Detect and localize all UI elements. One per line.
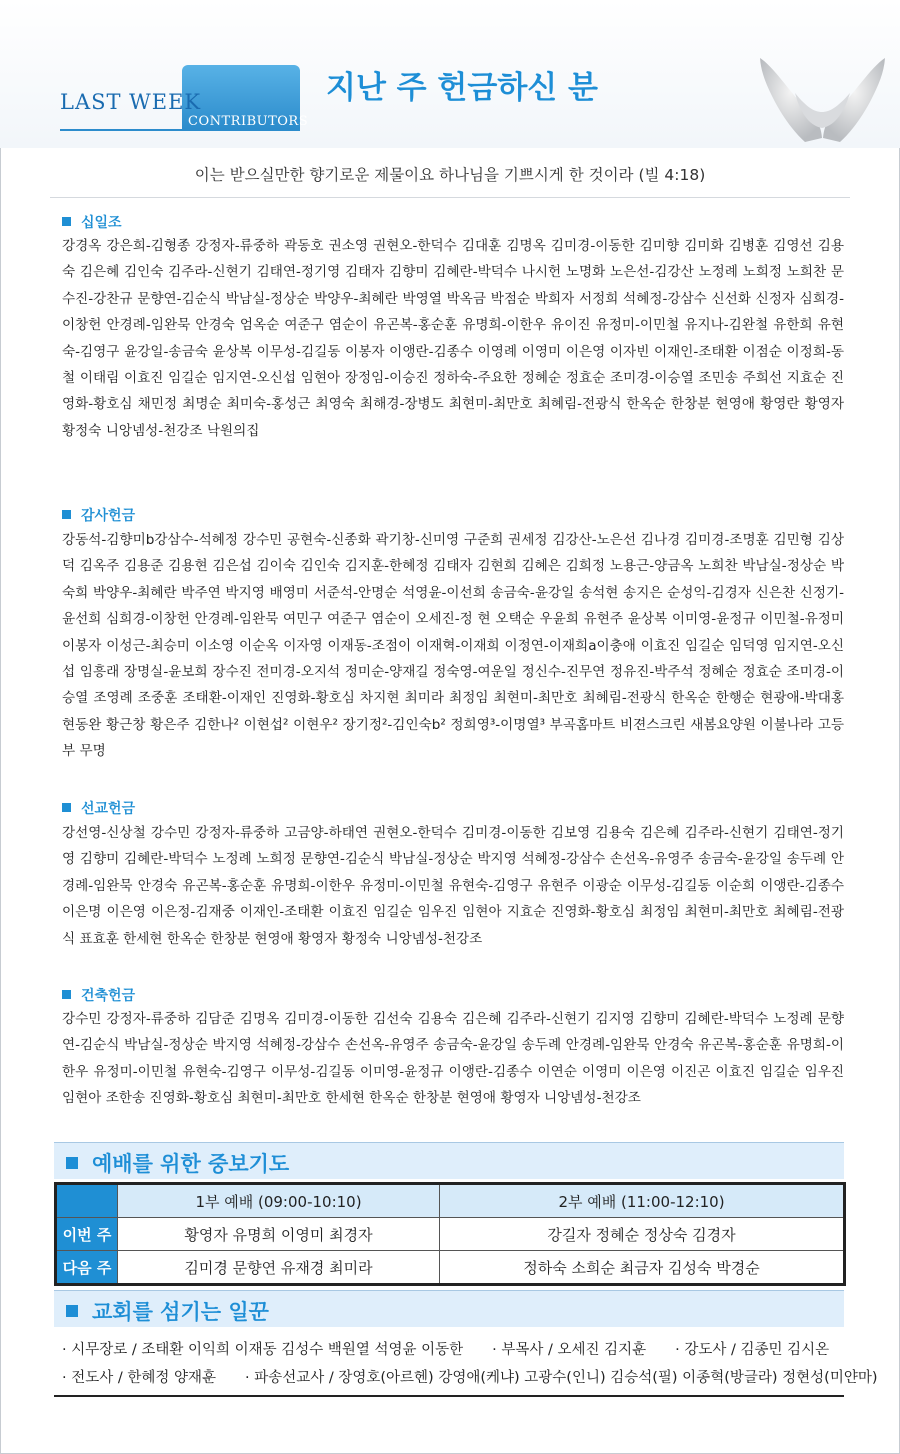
prayer-band (54, 1142, 844, 1179)
square-bullet-icon (62, 217, 71, 226)
prayer-header-row (56, 1184, 845, 1218)
table-cell: 황영자 유명희 이영미 최경자 (118, 1218, 440, 1251)
section-names-tithe: 강경옥 강은희-김형종 강정자-류중하 곽동호 권소영 권현오-한덕수 김대훈 김명옥 김미경-이동한 김미향 김미화 김병훈 김영선 김용숙 김은혜 김인숙 김주라-신현기 김태연-정기영 김태자 김향미 김혜란-박덕수 나시헌 노명화 노은선-김강산 노정례 노희정 노희찬 문수진-강찬규 문향연-김순식 박남실-정상순 박양우-최혜란 박영열 박옥금 박점순 박희자 서정희 석혜정-강삼수 신선화 신정자 심희경-이창헌 안경례-임완묵 안경숙 엄옥순 여준구 염순이 유곤복-홍순훈 유명희-이한우 유이진 유정미-이민철 유지나-김완철 유한희 유현숙-김영구 윤강일-송금숙 윤상복 이무성-김길동 이봉자 이앵란-김종수 이영례 이영미 이은영 이자빈 이재인-조태환 이점순 이정희-동 철 이태림 이효진 임길순 임지연-오신섭 임현아 장정임-이승진 정하숙-주요한 정혜순 정효순 조미경-이승열 조민송 주희선 지효순 진영화-황호심 채민정 최명순 최미숙-홍성근 최영숙 최해경-장병도 최현미-최만호 최혜림-전광식 한옥순 한창분 현영애 황영란 황영자 황정숙 니앙넴성-천강조 낙원의집 (62, 238, 844, 439)
section-names-thanksgiving: 강동석-김향미b강삼수-석혜정 강수민 공현숙-신종화 곽기창-신미영 구준희 권세정 김강산-노은선 김나경 김미경-조명훈 김민형 김상덕 김옥주 김용준 김용현 김은섭 김이숙 김인숙 김지훈-한혜정 김태자 김현희 김혜은 김희정 노용근-양금옥 노희찬 박남실-정상순 박숙희 박양우-최혜란 박주연 박지영 배영미 서준석-안명순 석영윤-이선희 송금숙-윤강일 송석현 송지은 순성익-김경자 신은찬 신정기-윤선희 심희경-이창헌 안경례-임완묵 여민구 여준구 염순이 오세진-정 현 오택순 우윤희 유현주 윤상복 이미영-윤정규 이민철-유정미 이봉자 이성근-최승미 이소영 이순옥 이자영 이재동-조점이 이재혁-이재희 이정연-이재희a이충애 이효진 임길순 임덕영 임지연-오신섭 임흥래 장명실-윤보희 장수진 전미경-오지석 정미순-양재길 정숙영-여운일 정신수-진무연 정유진-박주석 정혜순 정효순 조미경-이승열 조영례 조중훈 조태환-이재인 진영화-황호심 차지현 최미라 최정임 최현미-최만호 최혜림-전광식 한옥순 한행순 현광애-박대홍 현동완 황근창 황은주 김한나² 이현섭² 이현우² 장기정²-김인숙b² 정희영³-이명열³ 부곡홈마트 비젼스크린 새봄요양원 이불나라 고등부 무명 (62, 532, 844, 760)
divider (50, 197, 850, 198)
col-header-second-service: 2부 예배 (11:00-12:10) (440, 1184, 845, 1218)
section-heading-thanksgiving (62, 505, 135, 525)
section-heading-building (62, 985, 135, 1005)
contributors-label: CONTRIBUTORS (188, 114, 309, 129)
table-row (56, 1218, 845, 1251)
section-title: 건축헌금 (81, 988, 136, 1004)
square-bullet-icon (62, 510, 71, 519)
prayer-title: 예배를 위한 중보기도 (92, 1152, 290, 1176)
divider (54, 1395, 844, 1397)
prayer-table (54, 1182, 846, 1286)
section-names-building: 강수민 강정자-류중하 김담준 김명옥 김미경-이동한 김선숙 김용숙 김은혜 김주라-신현기 김지영 김향미 김혜란-박덕수 노정례 문향연-김순식 박남실-정상순 박지영 석혜정-강삼수 손선옥-유영주 송금숙-윤강일 송두례 안경례-임완묵 안경숙 유곤복-홍순훈 유명희-이한우 유정미-이민철 유현숙-김영구 이무성-김길동 이미영-윤정규 이앵란-김종수 이연순 이영미 이은영 이진곤 이효진 임길순 임우진 임현아 조한송 진영화-황호심 최현미-최만호 한세현 한옥순 한창분 현영애 황영자 니앙넴성-천강조 (62, 1011, 844, 1107)
table-cell: 김미경 문향연 유재경 최미라 (118, 1251, 440, 1285)
prayer-heading (66, 1148, 289, 1178)
section-names-mission: 강선영-신상철 강수민 강정자-류중하 고금양-하태연 권현오-한덕수 김미경-이동한 김보영 김용숙 김은혜 김주라-신현기 김태연-정기영 김향미 김혜란-박덕수 노정례 노희정 문향연-김순식 박남실-정상순 박지영 석혜정-강삼수 손선옥-유영주 송금숙-윤강일 송두례 안경례-임완묵 안경숙 유곤복-홍순훈 유명희-이한우 유정미-이민철 유현숙-김영구 유현주 이광순 이무성-김길동 이순희 이앵란-김종수 이은명 이은영 이은정-김재중 이재인-조태환 이효진 임길순 임우진 임현아 지효순 진영화-황호심 최정임 최현미-최만호 최혜림-전광식 표효훈 한세현 한옥순 한창분 현영애 황영자 황정숙 니앙넴성-천강조 (62, 825, 844, 947)
square-bullet-icon (62, 803, 71, 812)
row-label: 이번 주 (56, 1218, 118, 1251)
section-heading-mission (62, 798, 135, 818)
staff-line: · 전도사 / 한혜정 양재훈 · 파송선교사 / 장영호(아르헨) 강영애(케냐) 고광수(인니) 김승석(필) 이종혁(방글라) 정현성(미얀마) (62, 1370, 878, 1386)
last-week-label: LAST WEEK (60, 90, 202, 114)
staff-heading (66, 1296, 269, 1326)
scripture-verse: 이는 받으실만한 향기로운 제물이요 하나님을 기쁘시게 한 것이라 (빌 4:18) (194, 166, 706, 184)
table-row (56, 1251, 845, 1285)
section-title: 선교헌금 (81, 801, 136, 817)
staff-line: · 시무장로 / 조태환 이익희 이재동 김성수 백원열 석영윤 이동한 · 부목사 / 오세진 김지훈 · 강도사 / 김종민 김시온 (62, 1342, 830, 1358)
staff-title: 교회를 섬기는 일꾼 (92, 1300, 269, 1324)
header-underline (60, 129, 300, 131)
col-header-first-service: 1부 예배 (09:00-10:10) (118, 1184, 440, 1218)
square-bullet-icon (62, 990, 71, 999)
page-title: 지난 주 헌금하신 분 (326, 70, 598, 106)
section-heading-tithe (62, 212, 122, 232)
open-hands-icon (755, 38, 890, 143)
row-label: 다음 주 (56, 1251, 118, 1285)
table-cell: 강길자 정혜순 정상숙 김경자 (440, 1218, 845, 1251)
corner-cell (56, 1184, 118, 1218)
section-title: 감사헌금 (81, 508, 136, 524)
square-bullet-icon (66, 1157, 78, 1169)
table-cell: 정하숙 소희순 최금자 김성숙 박경순 (440, 1251, 845, 1285)
square-bullet-icon (66, 1305, 78, 1317)
staff-band (54, 1290, 844, 1327)
section-title: 십일조 (81, 215, 122, 231)
